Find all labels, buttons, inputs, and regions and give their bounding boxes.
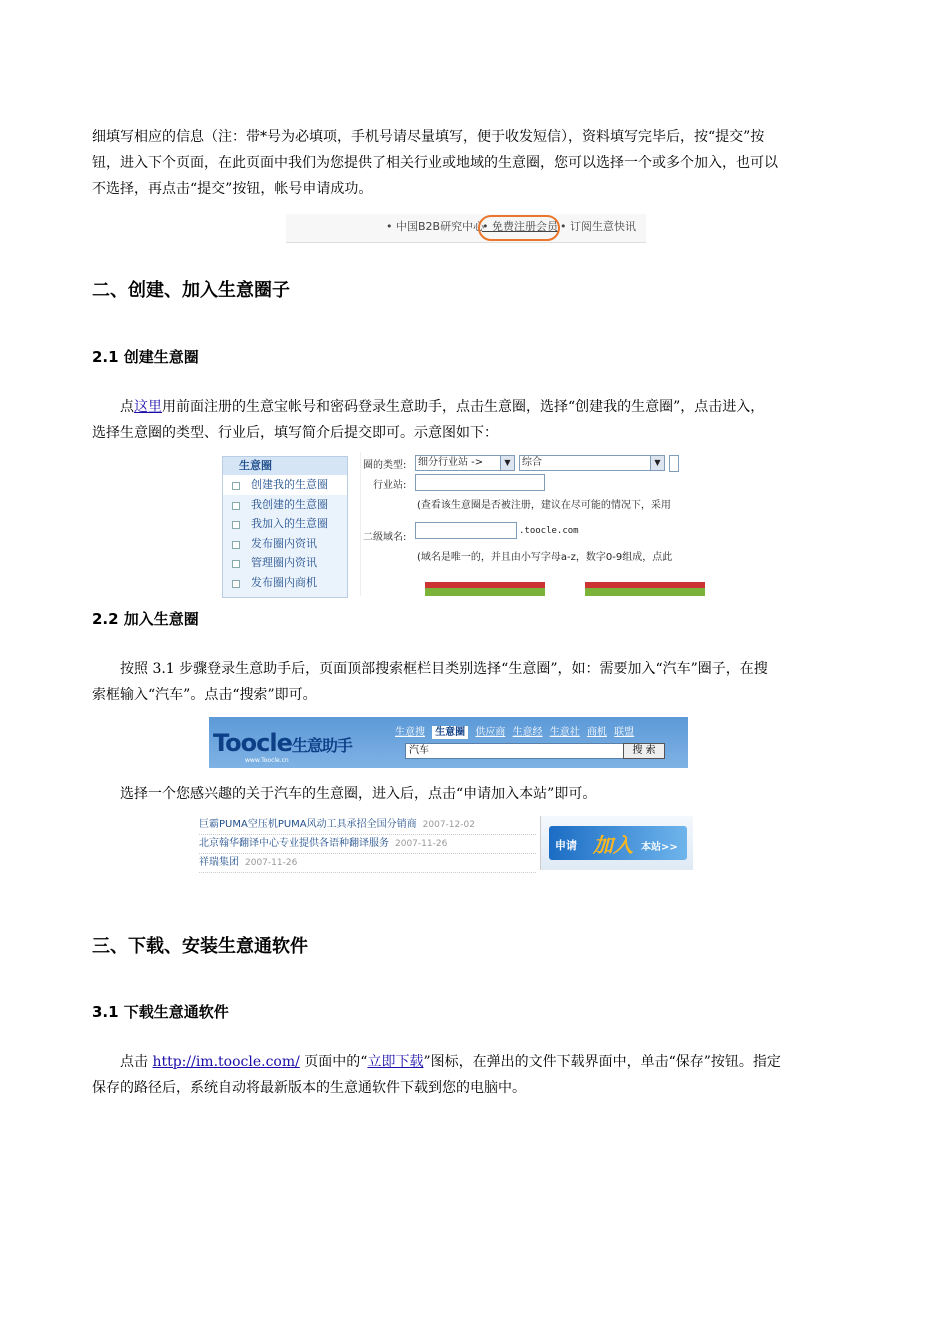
ad-banner (425, 576, 545, 596)
here-link[interactable]: 这里 (134, 399, 162, 415)
intro-line-1: 细填写相应的信息（注：带*号为必填项，手机号请尽量填写，便于收发短信），资料填写完毕后，按“提交”按 (92, 129, 765, 145)
search-category-tabs (395, 723, 638, 738)
register-link-screenshot (286, 214, 646, 243)
p2-line-1: 按照 3.1 步骤登录生意助手后，页面顶部搜索框栏目类别选择“生意圈”，如：需要加入“汽车”圈子，在搜 (120, 661, 768, 677)
tab-business-search[interactable]: 生意搜 (395, 727, 425, 738)
p2-line-2: 索框输入“汽车”。点击“搜索”即可。 (92, 687, 317, 703)
p1-post-text: 用前面注册的生意宝帐号和密码登录生意助手，点击生意圈，选择“创建我的生意圈”，点击进入， (162, 399, 765, 415)
industry-label: 行业站: (373, 480, 407, 491)
p4-mid-text: 页面中的“ (299, 1054, 368, 1070)
toocle-im-link[interactable]: http://im.toocle.com/ (152, 1054, 300, 1070)
domain-label: 二级域名: (363, 532, 407, 543)
section-2-2-paragraph-2 (92, 781, 812, 807)
note-domain-rules: (域名是唯一的，并且由小写字母a-z，数字0-9组成，点此 (417, 552, 673, 563)
menu-create-circle[interactable]: 创建我的生意圈 (223, 475, 347, 495)
tab-business-society[interactable]: 生意社 (549, 727, 580, 738)
b2b-research-link[interactable]: • 中国B2B研究中心 (386, 220, 485, 233)
section-2-2-paragraph (92, 656, 812, 708)
join-site-button[interactable]: 申请 加入 本站>> (549, 826, 687, 860)
section-2-heading: 二、创建、加入生意圈子 (92, 280, 290, 301)
section-3-1-paragraph (92, 1049, 812, 1101)
section-2-1-heading: 2.1 创建生意圈 (92, 348, 199, 366)
search-button[interactable]: 搜 索 (623, 743, 665, 759)
list-item[interactable]: 祥瑞集团 2007-11-26 (199, 854, 536, 873)
domain-input[interactable] (415, 522, 517, 539)
join-site-screenshot (540, 816, 693, 870)
list-item[interactable]: 巨霸PUMA空压机PUMA风动工具承招全国分销商 2007-12-02 (199, 816, 536, 835)
tab-business-circle[interactable]: 生意圈 (432, 726, 468, 739)
tab-business-tips[interactable]: 生意经 (512, 727, 543, 738)
intro-line-3: 不选择，再点击“提交”按钮，帐号申请成功。 (92, 181, 373, 197)
create-circle-form-screenshot (360, 452, 677, 596)
section-3-heading: 三、下载、安装生意通软件 (92, 936, 308, 957)
circle-menu-title: 生意圈 (223, 457, 347, 475)
chevron-down-icon: ▼ (500, 456, 514, 470)
circle-list-screenshot (199, 816, 536, 870)
download-now-link[interactable]: 立即下载 (367, 1054, 424, 1070)
menu-post-circle-news[interactable]: 发布圈内资讯 (223, 534, 347, 554)
toocle-logo: Toocle生意助手 (213, 729, 352, 757)
free-register-link[interactable]: • 免费注册会员 (482, 220, 558, 233)
search-bar-screenshot (209, 717, 688, 768)
chevron-down-icon: ▼ (650, 456, 664, 470)
section-3-1-heading: 3.1 下载生意通软件 (92, 1003, 229, 1021)
menu-my-created-circles[interactable]: 我创建的生意圈 (223, 495, 347, 515)
menu-manage-circle-news[interactable]: 管理圈内资讯 (223, 553, 347, 573)
type-select[interactable]: 细分行业站 -> ▼ (415, 455, 515, 471)
ad-banners (425, 576, 677, 596)
p4-post-text: ”图标，在弹出的文件下载界面中，单击“保存”按钮。指定 (423, 1054, 781, 1070)
subtype-select[interactable]: 综合 ▼ (519, 455, 665, 471)
p3-line: 选择一个您感兴趣的关于汽车的生意圈，进入后，点击“申请加入本站”即可。 (120, 786, 597, 802)
section-2-1-paragraph (92, 394, 812, 446)
p1-line-2: 选择生意圈的类型、行业后，填写简介后提交即可。示意图如下： (92, 425, 498, 441)
menu-post-circle-opportunity[interactable]: 发布圈内商机 (223, 573, 347, 593)
intro-line-2: 钮，进入下个页面，在此页面中我们为您提供了相关行业或地域的生意圈，您可以选择一个或多个加入，也可以 (92, 155, 778, 171)
menu-my-joined-circles[interactable]: 我加入的生意圈 (223, 514, 347, 534)
p1-pre-text: 点 (120, 399, 134, 415)
p4-line-2: 保存的路径后，系统自动将最新版本的生意通软件下载到您的电脑中。 (92, 1080, 526, 1096)
ad-banner (585, 576, 705, 596)
logo-url: www.Toocle.cn (245, 757, 289, 764)
section-2-2-heading: 2.2 加入生意圈 (92, 610, 199, 628)
industry-input[interactable] (415, 474, 545, 491)
subscribe-news-link[interactable]: • 订阅生意快讯 (560, 220, 636, 233)
tab-opportunities[interactable]: 商机 (586, 727, 607, 738)
type-label: 圈的类型: (363, 460, 407, 471)
extra-field[interactable] (669, 455, 679, 472)
circle-menu-screenshot (222, 456, 348, 598)
highlight-circle (478, 215, 560, 241)
p4-pre-text: 点击 (120, 1054, 153, 1070)
domain-suffix: .toocle.com (519, 526, 579, 536)
tab-alliance[interactable]: 联盟 (614, 727, 635, 738)
search-input[interactable]: 汽车 (405, 743, 624, 759)
tab-suppliers[interactable]: 供应商 (475, 727, 506, 738)
note-check-registration: (查看该生意圈是否被注册，建议在尽可能的情况下，采用 (417, 500, 671, 511)
list-item[interactable]: 北京翰华翻译中心专业提供各语种翻译服务 2007-11-26 (199, 835, 536, 854)
intro-paragraph (92, 124, 812, 202)
